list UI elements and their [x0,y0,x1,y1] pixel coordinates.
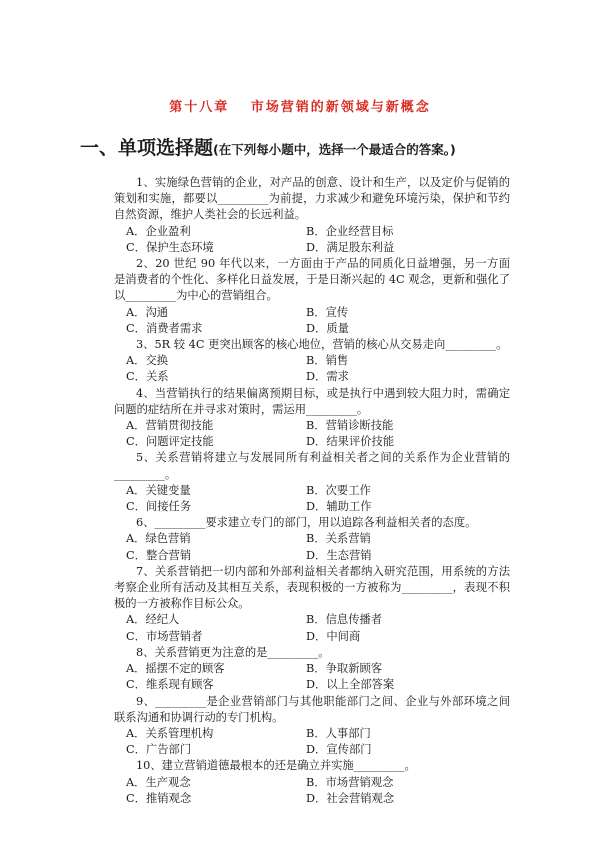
option-a: A．关系管理机构 [126,726,214,740]
question-5 [114,450,510,515]
question-stem: 5、关系营销将建立与发展同所有利益相关者之间的关系作为企业营销的_________。 [114,451,510,481]
option-b: B．人事部门 [306,726,371,740]
section-heading-title: 一、单项选择题 [80,137,214,159]
section-heading [80,133,550,160]
option-d: D．辅助工作 [306,500,372,514]
option-c: C．市场营销者 [126,629,203,643]
option-d: D．需求 [306,370,349,384]
option-d: D．以上全部答案 [306,678,395,692]
option-d: D．结果评价技能 [306,435,395,449]
option-b: B．次要工作 [306,483,371,497]
question-stem: 4、当营销执行的结果偏离预期目标，或是执行中遇到较大阻力时，需确定问题的症结所在并寻求对策时，需运用_________。 [114,386,510,416]
option-d: D．生态营销 [306,548,372,562]
option-b: B．企业经营目标 [306,224,394,238]
question-4 [114,386,510,451]
question-3 [114,337,510,386]
question-options [114,353,510,385]
option-b: B．宣传 [306,305,349,319]
question-9 [114,694,510,759]
question-stem: 2、20 世纪 90 年代以来，一方面由于产品的同质化日益增强，另一方面是消费者的个性化、多样化日益发展，于是日渐兴起的 4C 观念，更新和强化了以_________为中心的营销组合。 [114,257,510,303]
question-8 [114,645,510,694]
option-c: C．整合营销 [126,548,192,562]
option-a: A．生产观念 [126,775,191,789]
option-b: B．销售 [306,354,349,368]
question-2 [114,256,510,337]
question-stem: 7、关系营销把一切内部和外部利益相关者都纳入研究范围，用系统的方法考察企业所有活动及其相互关系，表现积极的一方被称为_________，表现不积极的一方被称作目标公众。 [114,564,510,611]
option-d: D．中间商 [306,629,361,643]
section-heading-note: (在下列每小题中，选择一个最适合的答案。) [213,142,456,157]
option-a: A．企业盈利 [126,224,191,238]
option-d: D．宣传部门 [306,743,372,757]
chapter-title: 第十八章 市场营销的新领域与新概念 [169,100,431,115]
question-1 [114,175,510,256]
option-a: A．关键变量 [126,483,191,497]
option-b: B．关系营销 [306,532,371,546]
option-a: A．沟通 [126,305,169,319]
question-6 [114,515,510,564]
option-c: C．广告部门 [126,743,192,757]
question-options [114,726,510,758]
option-c: C．问题评定技能 [126,435,214,449]
option-d: D．社会营销观念 [306,791,395,805]
option-c: C．关系 [126,370,169,384]
option-c: C．推销观念 [126,791,192,805]
option-b: B．争取新顾客 [306,662,383,676]
option-a: A．摇摆不定的顾客 [126,662,225,676]
question-stem: 8、关系营销更为注意的是_________。 [136,645,330,659]
option-c: C．间接任务 [126,500,192,514]
question-7 [114,564,510,645]
question-stem: 9、_________是企业营销部门与其他职能部门之间、企业与外部环境之间联系沟通和协调行动的专门机构。 [114,694,510,724]
question-stem: 6、_________要求建立专门的部门，用以追踪各利益相关者的态度。 [136,516,477,530]
question-options [114,483,510,515]
option-a: A．营销贯彻技能 [126,419,214,433]
question-10 [114,758,510,807]
option-b: B．市场营销观念 [306,775,394,789]
question-options [114,531,510,563]
option-c: C．维系现有顾客 [126,678,214,692]
question-stem: 1、实施绿色营销的企业，对产品的创意、设计和生产，以及定价与促销的策划和实施，都要以_________为前提，力求减少和避免环境污染，保护和节约自然资源，维护人类社会的长远利益。 [114,176,510,222]
question-stem: 3、5R 较 4C 更突出顾客的核心地位，营销的核心从交易走向_________。 [136,338,508,352]
option-a: A．经纪人 [126,613,180,627]
option-a: A．交换 [126,354,169,368]
option-b: B．营销诊断技能 [306,419,394,433]
question-options [114,418,510,450]
option-c: C．保护生态环境 [126,240,214,254]
question-options [114,224,510,256]
option-d: D．质量 [306,321,349,335]
question-list [114,175,510,807]
question-options [114,612,510,644]
option-a: A．绿色营销 [126,532,191,546]
question-options [114,661,510,693]
option-c: C．消费者需求 [126,321,203,335]
question-options [114,775,510,807]
option-d: D．满足股东利益 [306,240,395,254]
question-options [114,305,510,337]
question-stem: 10、建立营销道德最根本的还是确立并实施_________。 [136,759,416,773]
option-b: B．信息传播者 [306,613,383,627]
